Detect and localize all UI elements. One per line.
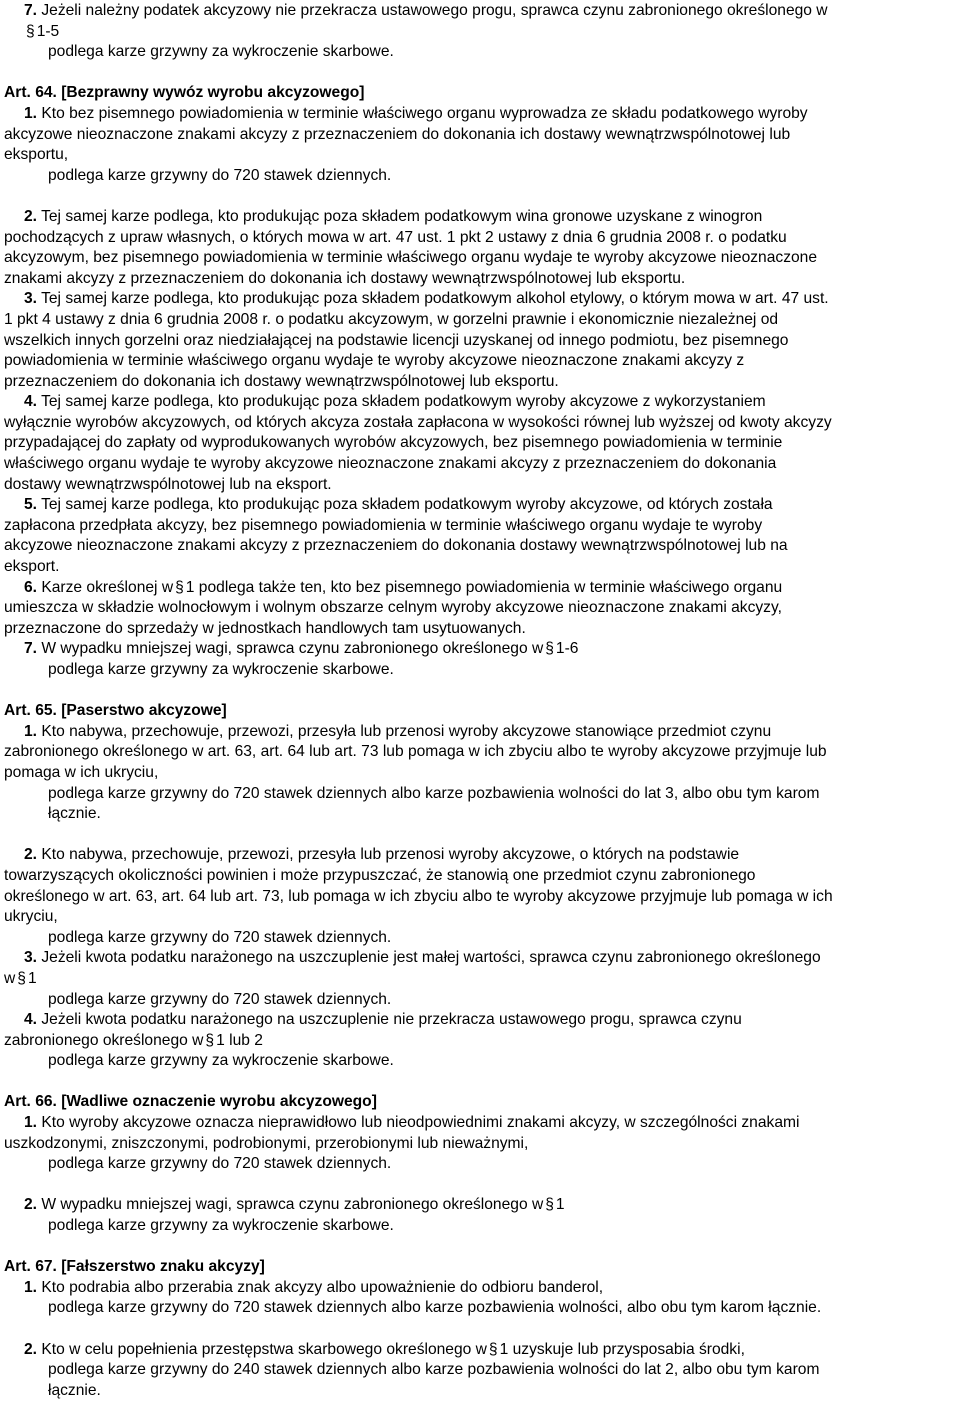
paragraph-number: 3. bbox=[24, 949, 38, 967]
paragraph-line: znakami akcyzy z przeznaczeniem do dokonania ich dostawy wewnątrzwspólnotowej lub eksportu. bbox=[4, 269, 686, 287]
paragraph-line: akcyzowym, bez pisemnego powiadomienia w terminie właściwego organu wydaje te wyroby akcyzowe nieoznaczone bbox=[4, 249, 818, 267]
penalty-line: łącznie. bbox=[48, 805, 101, 823]
penalty-line: podlega karze grzywny do 720 stawek dziennych albo karze pozbawienia wolności, albo obu tym karom łącznie. bbox=[48, 1299, 822, 1317]
paragraph-text: Kto nabywa, przechowuje, przewozi, przesyła lub przenosi wyroby akcyzowe stanowiące przedmiot czynu bbox=[41, 722, 772, 740]
paragraph-text: Kto podrabia albo przerabia znak akcyzy albo upoważnienie do odbioru banderol, bbox=[41, 1278, 604, 1296]
paragraph-text: W wypadku mniejszej wagi, sprawca czynu zabronionego określonego w bbox=[41, 640, 544, 658]
paragraph-line: uszkodzonymi, zniszczonymi, podrobionymi, przerobionymi lub nieważnymi, bbox=[4, 1134, 529, 1152]
paragraph-line: zabronionego określonego w art. 63, art. 64 lub art. 73 lub pomaga w ich zbyciu albo te wyroby akcyzowe przyjmuje lub bbox=[4, 743, 827, 761]
paragraph-text: Kto w celu popełnienia przestępstwa skarbowego określonego w bbox=[41, 1340, 487, 1358]
paragraph-line: właściwego organu wydaje te wyroby akcyzowe nieoznaczone znakami akcyzy z przeznaczeniem do dokonania bbox=[4, 455, 777, 473]
paragraph-line bbox=[4, 22, 956, 43]
paragraph-line: pochodzących z upraw własnych, o których mowa w art. 47 ust. 1 pkt 2 ustawy z dnia 6 grudnia 2008 r. o podatku bbox=[4, 228, 787, 246]
section-sign: § bbox=[175, 578, 184, 596]
article-heading bbox=[4, 1092, 956, 1113]
paragraph-line bbox=[4, 1010, 956, 1031]
paragraph-line: eksportu, bbox=[4, 146, 69, 164]
paragraph-line: przeznaczeniem do dokonania ich dostawy wewnątrzwspólnotowej lub eksportu. bbox=[4, 372, 559, 390]
penalty-line: podlega karze grzywny do 720 stawek dziennych albo karze pozbawienia wolności do lat 3, albo obu tym karom bbox=[48, 784, 820, 802]
paragraph-number: 5. bbox=[24, 496, 38, 514]
paragraph-line: umieszcza w składzie wolnocłowym i wolnym obszarze celnym wyroby akcyzowe nieoznaczone znakami akcyzy, bbox=[4, 599, 782, 617]
article-heading-text: Art. 64. [Bezprawny wywóz wyrobu akcyzowego] bbox=[4, 84, 365, 102]
paragraph-text: Kto wyroby akcyzowe oznacza nieprawidłowo lub nieodpowiednimi znakami akcyzy, w szczególności znakami bbox=[41, 1114, 800, 1132]
paragraph-number: 1. bbox=[24, 104, 38, 122]
section-sign: § bbox=[545, 1196, 554, 1214]
paragraph-line bbox=[4, 392, 956, 413]
paragraph-number: 7. bbox=[24, 2, 38, 19]
paragraph-text: Tej samej karze podlega, kto produkując poza składem podatkowym alkohol etylowy, o którym mowa w art. 47 ust. bbox=[41, 290, 829, 308]
paragraph-line bbox=[4, 639, 956, 660]
paragraph-line bbox=[4, 845, 956, 866]
paragraph-line bbox=[4, 495, 956, 516]
paragraph-line: zapłacona przedpłata akcyzy, bez pisemnego powiadomienia w terminie właściwego organu wydaje te wyroby bbox=[4, 516, 763, 534]
penalty-line: podlega karze grzywny do 720 stawek dziennych. bbox=[48, 1155, 392, 1173]
paragraph-line: ukryciu, bbox=[4, 908, 58, 926]
penalty-line: podlega karze grzywny za wykroczenie skarbowe. bbox=[48, 1217, 394, 1235]
paragraph-line: pomaga w ich ukryciu, bbox=[4, 763, 159, 781]
paragraph-text: 1 podlega także ten, kto bez pisemnego powiadomienia w terminie właściwego organu bbox=[185, 578, 783, 596]
penalty-line: łącznie. bbox=[48, 1381, 101, 1399]
paragraph-line: przeznaczone do sprzedaży w jednostkach handlowych tam usytuowanych. bbox=[4, 619, 526, 637]
paragraph-line bbox=[4, 1, 956, 22]
paragraph-line bbox=[4, 1340, 956, 1361]
article-heading bbox=[4, 1257, 956, 1278]
paragraph-text: Jeżeli kwota podatku narażonego na uszczuplenie nie przekracza ustawowego progu, sprawca czynu bbox=[41, 1011, 742, 1029]
article-heading-text: Art. 66. [Wadliwe oznaczenie wyrobu akcyzowego] bbox=[4, 1093, 377, 1111]
article-heading bbox=[4, 83, 956, 104]
paragraph-line bbox=[4, 207, 956, 228]
paragraph-line: wyłącznie wyrobów akcyzowych, od których akcyza została zapłacona w wysokości równej lub wyższej od kwoty akcyzy bbox=[4, 413, 832, 431]
penalty-line: podlega karze grzywny za wykroczenie skarbowe. bbox=[48, 1052, 394, 1070]
paragraph-number: 1. bbox=[24, 1278, 38, 1296]
paragraph-text: Tej samej karze podlega, kto produkując poza składem podatkowym wyroby akcyzowe z wykorzystaniem bbox=[41, 393, 766, 411]
paragraph-number: 1. bbox=[24, 1114, 38, 1132]
paragraph-text: 1-5 bbox=[36, 22, 60, 40]
paragraph-line: 1 pkt 4 ustawy z dnia 6 grudnia 2008 r. o podatku akcyzowym, w gorzelni prawnie i ekonomicznie niezależnej od bbox=[4, 310, 779, 328]
penalty-line: podlega karze grzywny do 720 stawek dziennych. bbox=[48, 990, 392, 1008]
paragraph-text: 1 bbox=[555, 1196, 565, 1214]
paragraph-text: 1 bbox=[27, 969, 37, 987]
paragraph-text: 1-6 bbox=[555, 640, 579, 658]
penalty-line: podlega karze grzywny za wykroczenie skarbowe. bbox=[48, 661, 394, 678]
article-heading-text: Art. 67. [Fałszerstwo znaku akcyzy] bbox=[4, 1258, 265, 1276]
paragraph-line: dostawy wewnątrzwspólnotowej lub na eksport. bbox=[4, 475, 332, 493]
paragraph-number: 4. bbox=[24, 1011, 38, 1029]
paragraph-line: przypadającej do zapłaty od wyprodukowanych wyrobów akcyzowych, bez pisemnego powiadomienia w terminie bbox=[4, 434, 783, 452]
paragraph-text: 1 uzyskuje lub przysposabia środki, bbox=[499, 1340, 745, 1358]
paragraph-text: Kto bez pisemnego powiadomienia w terminie właściwego organu wyprowadza ze składu podatkowego wyroby bbox=[41, 104, 808, 122]
paragraph-line bbox=[4, 1195, 956, 1216]
paragraph-number: 4. bbox=[24, 393, 38, 411]
paragraph-text: Tej samej karze podlega, kto produkując poza składem podatkowym wina gronowe uzyskane z winogron bbox=[41, 207, 763, 225]
paragraph-text: Jeżeli należny podatek akcyzowy nie przekracza ustawowego progu, sprawca czynu zabronionego określonego w bbox=[41, 2, 828, 19]
paragraph-number: 2. bbox=[24, 1196, 38, 1214]
penalty-line: podlega karze grzywny do 240 stawek dziennych albo karze pozbawienia wolności do lat 2, albo obu tym karom bbox=[48, 1361, 820, 1379]
paragraph-line bbox=[4, 722, 956, 743]
paragraph-number: 2. bbox=[24, 846, 38, 864]
section-sign: § bbox=[26, 22, 35, 40]
paragraph-number: 3. bbox=[24, 290, 38, 308]
paragraph-number: 2. bbox=[24, 1340, 38, 1358]
paragraph-line bbox=[4, 948, 956, 969]
paragraph-line: określonego w art. 63, art. 64 lub art. 73, lub pomaga w ich zbyciu albo te wyroby akcyzowe przyjmuje lub pomaga w ich bbox=[4, 887, 833, 905]
paragraph-line bbox=[4, 969, 956, 990]
paragraph-line bbox=[4, 289, 956, 310]
paragraph-number: 7. bbox=[24, 640, 38, 658]
paragraph-line: akcyzowe nieoznaczone znakami akcyzy z przeznaczeniem do dokonania dostawy wewnątrzwspólnotowej lub na bbox=[4, 537, 788, 555]
paragraph-number: 2. bbox=[24, 207, 38, 225]
paragraph-line: towarzyszących okoliczności powinien i może przypuszczać, że stanowią one przedmiot czynu zabronionego bbox=[4, 866, 756, 884]
paragraph-line: eksport. bbox=[4, 558, 60, 576]
paragraph-line bbox=[4, 1031, 956, 1052]
paragraph-text: Karze określonej w bbox=[41, 578, 174, 596]
paragraph-line bbox=[4, 1278, 956, 1299]
paragraph-text: Jeżeli kwota podatku narażonego na uszczuplenie jest małej wartości, sprawca czynu zabronionego określonego bbox=[41, 949, 821, 967]
paragraph-text: 1 lub 2 bbox=[216, 1031, 263, 1049]
section-sign: § bbox=[17, 969, 26, 987]
section-sign: § bbox=[488, 1340, 498, 1358]
paragraph-line: wszelkich innych gorzelni oraz niedziałającej na podstawie licencji uzyskanej od innego podmiotu, bez pisemnego bbox=[4, 331, 789, 349]
paragraph-number: 1. bbox=[24, 722, 38, 740]
paragraph-line bbox=[4, 578, 956, 599]
paragraph-line: akcyzowe nieoznaczone znakami akcyzy z przeznaczeniem do dokonania ich dostawy wewnątrzwspólnotowej lub bbox=[4, 125, 791, 143]
section-sign: § bbox=[205, 1031, 215, 1049]
paragraph-number: 6. bbox=[24, 578, 38, 596]
paragraph-text: Tej samej karze podlega, kto produkując poza składem podatkowym wyroby akcyzowe, od których została bbox=[41, 496, 773, 514]
penalty-line: podlega karze grzywny do 720 stawek dziennych. bbox=[48, 928, 392, 946]
article-heading bbox=[4, 701, 956, 722]
paragraph-text: Kto nabywa, przechowuje, przewozi, przesyła lub przenosi wyroby akcyzowe, o których na podstawie bbox=[41, 846, 740, 864]
paragraph-text: zabronionego określonego w bbox=[4, 1031, 204, 1049]
paragraph-line bbox=[4, 104, 956, 125]
paragraph-line: powiadomienia w terminie właściwego organu wydaje te wyroby akcyzowe nieoznaczone znakami akcyzy z bbox=[4, 352, 745, 370]
article-heading-text: Art. 65. [Paserstwo akcyzowe] bbox=[4, 702, 227, 720]
paragraph-text: w bbox=[4, 969, 16, 987]
paragraph-line bbox=[4, 1113, 956, 1134]
section-sign: § bbox=[545, 640, 554, 658]
paragraph-text: W wypadku mniejszej wagi, sprawca czynu zabronionego określonego w bbox=[41, 1196, 544, 1214]
penalty-line: podlega karze grzywny do 720 stawek dziennych. bbox=[48, 166, 392, 184]
penalty-line: podlega karze grzywny za wykroczenie skarbowe. bbox=[48, 43, 394, 61]
